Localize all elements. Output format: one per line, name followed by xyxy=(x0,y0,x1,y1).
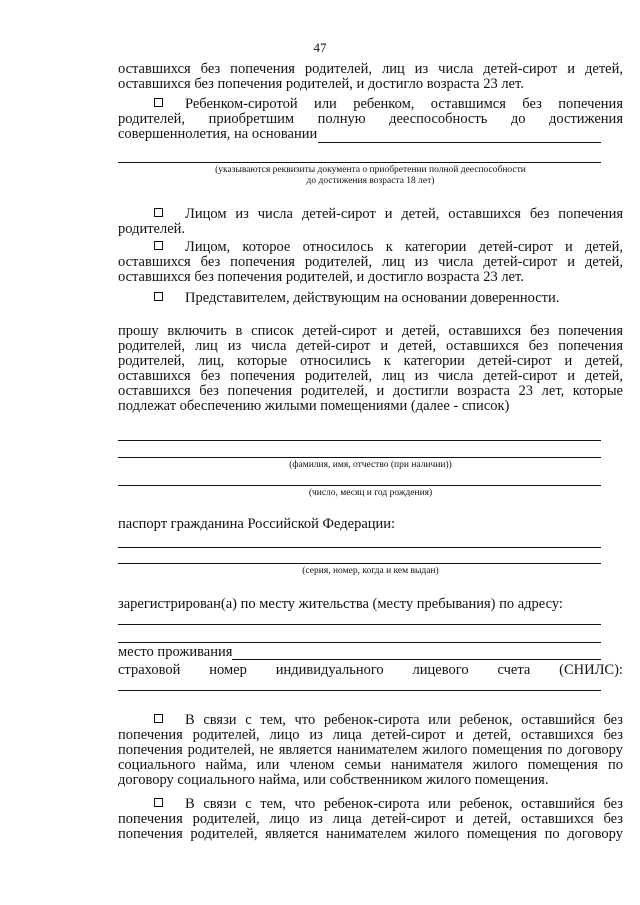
capacity-document-field-line2[interactable] xyxy=(118,162,601,163)
text-line: оставшихся без попечения родителей, и достигли возраста 23 лет, которые xyxy=(118,383,623,399)
text-line: попечения родителей, является нанимателем жилого помещения по договору xyxy=(118,826,623,842)
caption-full-name: (фамилия, имя, отчество (при наличии)) xyxy=(289,460,452,470)
option-label: Представителем, действующим на основании доверенности. xyxy=(185,290,560,306)
passport-field-line2[interactable] xyxy=(118,563,601,564)
option-label: Ребенком-сиротой или ребенком, оставшимся без попечения xyxy=(185,96,623,112)
text-line: оставшихся без попечения родителей, лиц из числа детей-сирот и детей, xyxy=(118,254,623,270)
full-name-field-line1[interactable] xyxy=(118,440,601,441)
option-person-was-category xyxy=(118,240,623,285)
text-line: оставшихся без попечения родителей, и достигло возраста 23 лет. xyxy=(118,76,524,92)
text-line: родителей, приобретшим полную дееспособность до достижения xyxy=(118,111,623,127)
checkbox-not-tenant[interactable] xyxy=(154,714,163,723)
text-line: попечения родителей, лицо из лица детей-сирот и детей, оставшихся без xyxy=(118,727,623,743)
text-line: подлежат обеспечению жилыми помещениями (далее - список) xyxy=(118,398,510,414)
checkbox-orphan-full-capacity[interactable] xyxy=(154,98,163,107)
snils-label: страховой номер индивидуального лицевого счета (СНИЛС): xyxy=(118,662,623,678)
birth-date-field[interactable] xyxy=(118,485,601,486)
option-label: В связи с тем, что ребенок-сирота или ребенок, оставшийся без xyxy=(185,712,623,728)
text-line: родителей, лиц из числа детей-сирот и детей, оставшихся без попечения xyxy=(118,338,623,354)
residence-label: место проживания xyxy=(118,644,233,660)
checkbox-tenant[interactable] xyxy=(154,798,163,807)
text-line: договору социального найма, или собственником жилого помещения. xyxy=(118,772,549,788)
caption-passport: (серия, номер, когда и кем выдан) xyxy=(302,566,439,576)
checkbox-person-was-category[interactable] xyxy=(154,241,163,250)
request-paragraph xyxy=(118,324,623,414)
text-line: родителей. xyxy=(118,221,186,237)
option-orphan-full-capacity xyxy=(118,97,623,142)
option-representative xyxy=(118,291,623,306)
full-name-field-line2[interactable] xyxy=(118,457,601,458)
text-line: попечения родителей, не является нанимателем жилого помещения по договору xyxy=(118,742,623,758)
option-tenant xyxy=(118,797,623,842)
registered-address-field-line1[interactable] xyxy=(118,624,601,625)
passport-label: паспорт гражданина Российской Федерации: xyxy=(118,516,396,532)
caption-capacity-document: (указываются реквизиты документа о приобретении полной дееспособности до достижения возраста 18 лет) xyxy=(215,165,526,186)
checkbox-representative[interactable] xyxy=(154,292,163,301)
checkbox-person-from-orphans[interactable] xyxy=(154,208,163,217)
option-not-tenant xyxy=(118,713,623,788)
registered-address-field-line2[interactable] xyxy=(118,642,601,643)
text-line: попечения родителей, лицо из лица детей-сирот и детей, оставшихся без xyxy=(118,811,623,827)
capacity-document-field[interactable] xyxy=(318,142,601,143)
passport-field-line1[interactable] xyxy=(118,547,601,548)
continuation-paragraph xyxy=(118,62,623,92)
text-line: оставшихся без попечения родителей, лиц из числа детей-сирот и детей, xyxy=(118,61,623,77)
option-label: Лицом, которое относилось к категории детей-сирот и детей, xyxy=(185,239,623,255)
option-label: Лицом из числа детей-сирот и детей, оставшихся без попечения xyxy=(185,206,623,222)
page-number: 47 xyxy=(313,40,327,55)
text-line: социального найма, или членом семьи нанимателя жилого помещения по xyxy=(118,757,623,773)
registered-address-label: зарегистрирован(а) по месту жительства (месту пребывания) по адресу: xyxy=(118,596,563,612)
residence-field[interactable] xyxy=(232,659,601,660)
caption-birth-date: (число, месяц и год рождения) xyxy=(308,488,433,498)
text-line: оставшихся без попечения родителей, лиц из числа детей-сирот и детей, xyxy=(118,368,623,384)
text-line: родителей, лиц, которые относились к категории детей-сирот и детей, xyxy=(118,353,623,369)
option-person-from-orphans xyxy=(118,207,623,237)
text-line: оставшихся без попечения родителей, и достигло возраста 23 лет. xyxy=(118,269,524,285)
text-line: совершеннолетия, на основании xyxy=(118,126,318,142)
option-label: В связи с тем, что ребенок-сирота или ребенок, оставшийся без xyxy=(185,796,623,812)
text-line: прошу включить в список детей-сирот и детей, оставшихся без попечения xyxy=(118,323,623,339)
snils-field[interactable] xyxy=(118,690,601,691)
